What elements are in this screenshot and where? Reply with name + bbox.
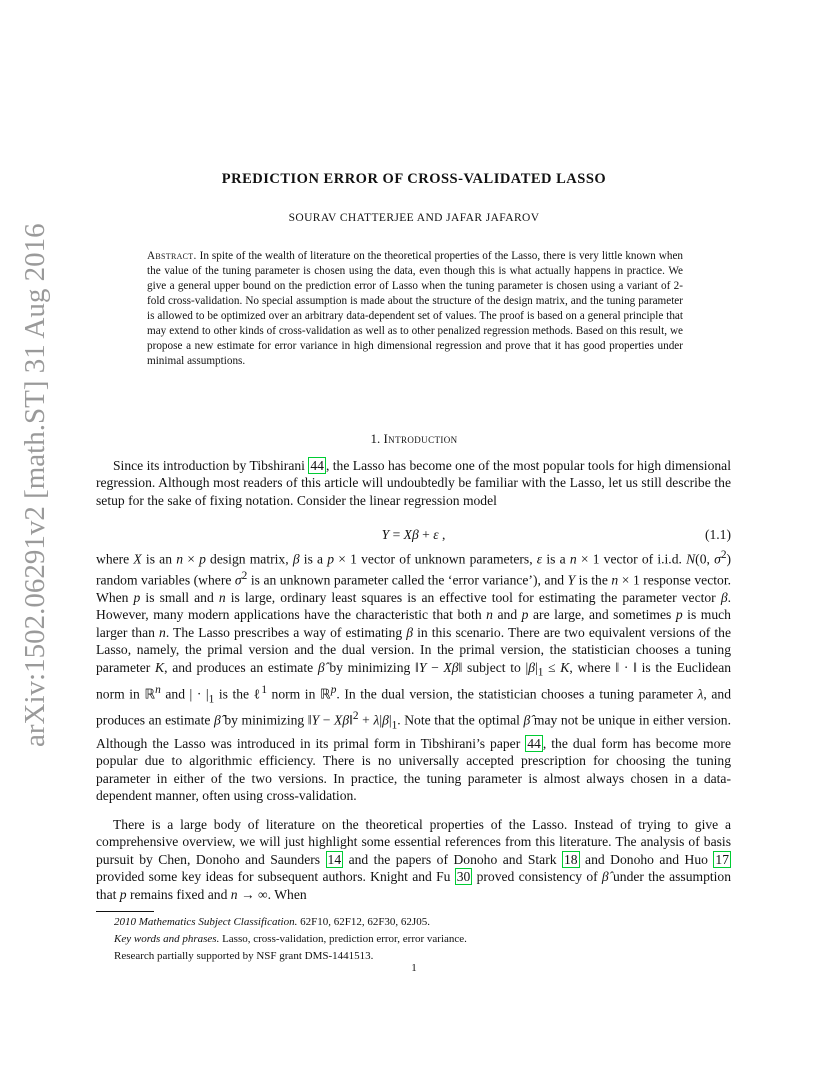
footnotes [114,914,714,965]
abstract-text: In spite of the wealth of literature on the theoretical properties of the Lasso, there is very little known when the value of the tuning parameter is chosen using the data, even though this is what actually happens in practice. We give a general upper bound on the prediction error of Lasso when the tuning parameter is chosen using a variant of 2-fold cross-validation. No special assumption is made about the structure of the design matrix, and the tuning parameter is allowed to be optimized over an arbitrary data-dependent set of values. The proof is based on a general principle that may extend to other kinds of cross-validation as well as to other penalized regression methods. Based on this result, we propose a new estimate for error variance in high dimensional regression and prove that it has good properties under minimal assumptions. [147,250,683,367]
keywords-label: Key words and phrases. [114,933,220,945]
msc-label: 2010 Mathematics Subject Classification. [114,916,298,928]
citation-link[interactable]: 17 [715,851,729,867]
keywords-value: Lasso, cross-validation, prediction error, error variance. [222,933,467,945]
equation-1-1 [96,527,731,545]
equation-body: Y = Xβ + ε , [381,527,446,542]
paper-title: PREDICTION ERROR OF CROSS-VALIDATED LASSO [221,171,607,187]
page-number: 1 [411,962,417,974]
equation-number: (1.1) [704,527,731,542]
abstract [147,249,683,369]
citation-link[interactable]: 30 [456,869,471,885]
citation-link[interactable]: 14 [327,851,342,867]
arxiv-side-identifier [0,0,60,1072]
section-number: 1. [370,431,381,446]
section-heading [0,431,828,447]
arxiv-id-text: arXiv:1502.06291v2 [math.ST] 31 Aug 2016 [19,223,51,747]
paper-authors: SOURAV CHATTERJEE AND JAFAR JAFAROV [288,212,540,224]
intro-paragraph-2: where X is an n × p design matrix, β is a p × 1 vector of unknown parameters, ε is a n × 1 vector of i.i.d. N(0, $\sigma^2$) random variables (where $\sigma^2$ is an unknown parameter called the ‘error variance’), and Y is the n × 1 response vector. When p is small and n is large, ordinary least squares is an effective tool for estimating the parameter vector β. However, many modern applications have the characteristic that both n and p are large, and sometimes p is much larger than n. The Lasso prescribes a way of estimating β in this scenario. There are two equivalent versions of the Lasso, namely, the primal version and the dual version. In the primal version, the statistician chooses a tuning parameter K, and produces an estimate β̂ by minimizing ‖Y − Xβ‖ subject to $|\beta|_1 \le K$, where ‖ · ‖ is the Euclidean norm in ℝ$^n$ and | · $|_1$ is the ℓ$^1$ norm in ℝ$^p$. In the dual version, the statistician chooses a tuning parameter λ, and produces an estimate β̂ by minimizing ‖Y − Xβ‖$^2$ + $\lambda|\beta|_1$. Note that the optimal β̂ may not be unique in either version. Although the Lasso was introduced in its primal form in Tibshirani’s paper 44 , the dual form has become more popular due to algorithmic efficiency. There is no universally accepted prescription for choosing the tuning parameter in either of the two versions. In practice, the tuning parameter is almost always chosen in a data-dependent manner, often using cross-validation. [96,549,732,804]
footnote-support: Research partially supported by NSF grant DMS-1441513. [114,950,374,962]
msc-value: 62F10, 62F12, 62F30, 62J05. [300,916,430,928]
citation-link[interactable]: 44 [527,735,541,751]
footnote-divider [96,911,154,912]
footnote-msc [114,914,714,931]
citation-link[interactable]: 18 [564,851,578,867]
abstract-label: Abstract. [147,250,197,262]
footnote-keywords [114,931,714,948]
citation-link[interactable]: 44 [310,458,324,473]
intro-paragraph-3: There is a large body of literature on the theoretical properties of the Lasso. Instead of trying to give a comprehensive overview, we will just highlight some essential references from this literature. The analysis of basis pursuit by Chen, Donoho and Saunders 14 and the papers of Donoho and Stark 18 and Donoho and Huo 17 provided some key ideas for subsequent authors. Knight and Fu 30 proved consistency of β̂ under the assumption that p remains fixed and n → ∞. When [96,817,732,902]
section-title: Introduction [383,431,458,446]
intro-paragraph-1: Since its introduction by Tibshirani 44 , the Lasso has become one of the most popular tools for high dimensional regression. Although most readers of this article will undoubtedly be familiar with the Lasso, let us still describe the setup for the sake of fixing notation. Consider the linear regression model [96,458,731,508]
